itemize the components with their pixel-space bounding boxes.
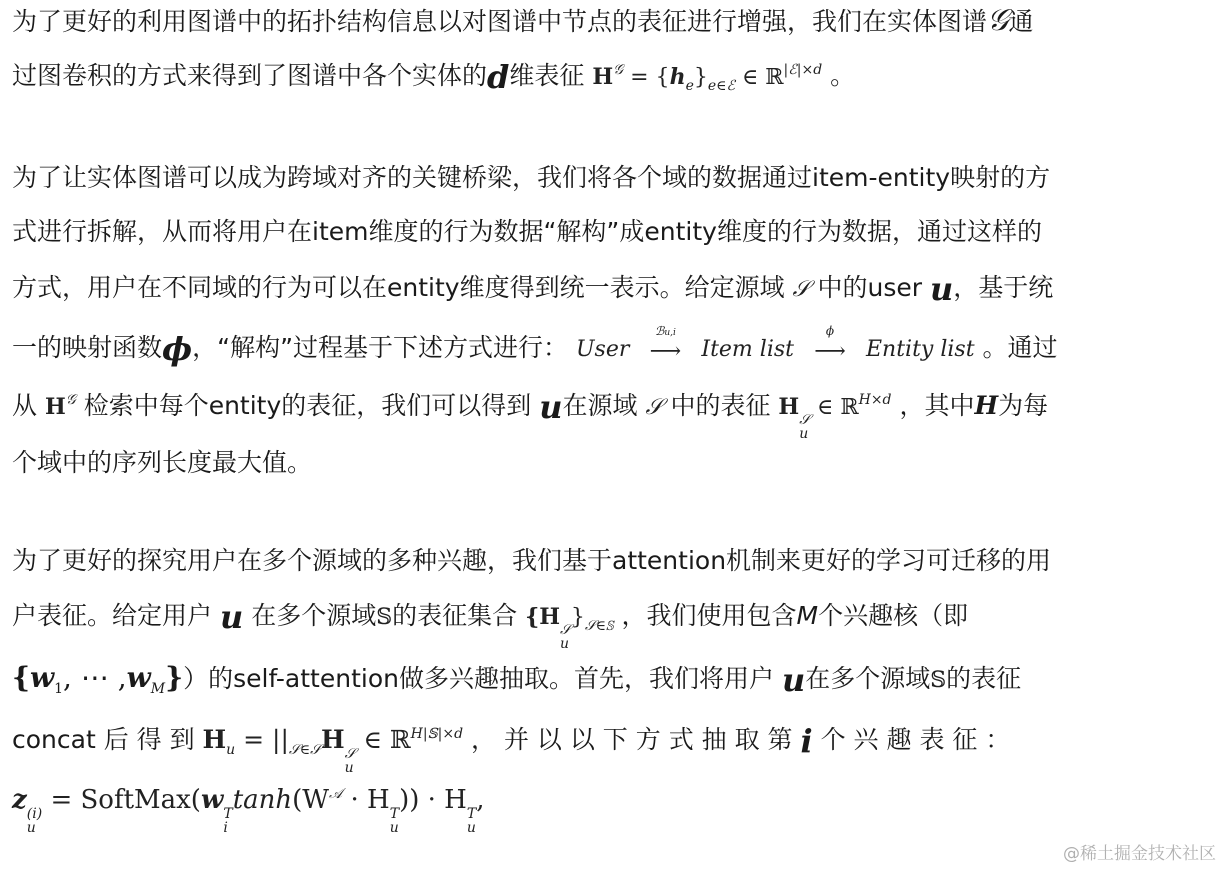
math-symbol-user: u bbox=[219, 598, 244, 636]
paragraph-2-line-4 bbox=[12, 324, 1058, 368]
paragraph-1-line-2 bbox=[12, 60, 855, 96]
text-span: ， 并 以 以 下 方 式 抽 取 第 bbox=[471, 725, 793, 754]
math-symbol-source-domain: 𝒮 bbox=[792, 277, 810, 302]
text-span: ，“解构”过程基于下述方式进行： bbox=[192, 333, 569, 362]
text-span: 在源域 bbox=[562, 391, 638, 420]
math-formula-H-S-u: H 𝒮 u ∈ ℝ$^{H\times d}$ bbox=[778, 392, 892, 442]
paragraph-3-line-1 bbox=[12, 545, 1051, 576]
math-formula-entity-embedding: $H^𝒢 = \{h_e\}_{e\in ℰ}$ ∈ ℝ$^{|ℰ|\times d}$ bbox=[592, 62, 823, 94]
text-span: 维表征 bbox=[509, 61, 585, 90]
math-symbol-M: M bbox=[796, 601, 819, 630]
paragraph-2-line-1 bbox=[12, 162, 1050, 193]
text-span: 。 bbox=[830, 61, 856, 90]
text-span: 。通过 bbox=[982, 333, 1058, 362]
math-formula-concat: $H_u = ||_{𝒮\in 𝒮}H$ 𝒮 u ∈ ℝ$^{H|𝕊|\times d}$ bbox=[202, 725, 464, 776]
text-span: 在多个源域 bbox=[251, 601, 377, 630]
math-symbol-user: u bbox=[539, 388, 563, 426]
text-span: 户表征。给定用户 bbox=[12, 601, 213, 630]
paragraph-2-line-3 bbox=[12, 270, 1054, 308]
math-symbol-source-domain-set: 𝕊 bbox=[376, 605, 393, 630]
text-span: 检索中每个entity的表征，我们可以得到 bbox=[83, 391, 532, 420]
math-symbol-source-domain-set: 𝕊 bbox=[930, 668, 947, 693]
math-symbol-user: u bbox=[781, 661, 806, 699]
text-span: 为了更好的探究用户在多个源域的多种兴趣，我们基于attention机制来更好的学习可迁移的用 bbox=[12, 546, 1052, 575]
text-span: 的表征 bbox=[946, 664, 1022, 693]
text-span: ，其中 bbox=[899, 391, 975, 420]
text-span: 为每 bbox=[998, 391, 1049, 420]
paragraph-3-line-3 bbox=[12, 660, 1021, 699]
text-span: 在多个源域 bbox=[805, 664, 931, 693]
text-span: 为了更好的利用图谱中的拓扑结构信息以对图谱中节点的表征进行增强，我们在实体图谱 bbox=[12, 7, 988, 36]
text-span: ，基于统 bbox=[953, 273, 1054, 302]
paragraph-3-line-4 bbox=[12, 724, 1010, 775]
text-span: 个兴趣核（即 bbox=[818, 601, 969, 630]
math-formula-representation-set: {H 𝒮 u }$_{𝒮\in 𝕊}$ bbox=[525, 604, 614, 652]
watermark: @稀土掘金技术社区 bbox=[1063, 844, 1216, 864]
paragraph-2-line-2 bbox=[12, 216, 1042, 247]
text-span: 中的user bbox=[817, 273, 923, 302]
math-formula-deconstruction: User ⟶ ℬu,i Item list ⟶ ϕ Entity list bbox=[576, 324, 975, 364]
math-symbol-user: u bbox=[930, 270, 954, 308]
math-symbol-H: H bbox=[974, 391, 999, 420]
text-span: 式进行拆解，从而将用户在item维度的行为数据“解构”成entity维度的行为数据，通过这样的 bbox=[12, 217, 1042, 246]
math-formula-interest-kernels: {$w_1$, ⋯ $,w_M$} bbox=[12, 661, 184, 697]
paragraph-1-line-1 bbox=[12, 3, 1034, 38]
text-span: 从 bbox=[12, 391, 38, 420]
math-symbol-source-domain: 𝒮 bbox=[645, 395, 663, 420]
text-span: concat 后 得 到 bbox=[12, 725, 195, 754]
math-symbol-i: i bbox=[800, 722, 813, 760]
text-span: 一的映射函数 bbox=[12, 333, 163, 362]
text-span: 个 兴 趣 表 征 ： bbox=[820, 725, 1011, 754]
paragraph-2-line-5 bbox=[12, 390, 1048, 441]
math-formula-interest-extraction: z (i) u = SoftMax(w T i $\tanh(W^𝒜 \cdot H$ T u )) · H T u , bbox=[12, 785, 485, 836]
text-span: ）的self-attention做多兴趣抽取。首先，我们将用户 bbox=[183, 664, 774, 693]
text-span: 方式，用户在不同域的行为可以在entity维度得到统一表示。给定源域 bbox=[12, 273, 785, 302]
text-span: 的表征集合 bbox=[392, 601, 518, 630]
text-span: 过图卷积的方式来得到了图谱中各个实体的 bbox=[12, 61, 488, 90]
math-symbol-d: d bbox=[487, 58, 510, 96]
text-span: 中的表征 bbox=[670, 391, 771, 420]
paragraph-3-line-5 bbox=[12, 784, 484, 835]
math-symbol-graph: 𝒢 bbox=[987, 3, 1009, 38]
text-span: 为了让实体图谱可以成为跨域对齐的关键桥梁，我们将各个域的数据通过item-entity映射的方 bbox=[12, 163, 1051, 192]
paragraph-3-line-2 bbox=[12, 600, 968, 651]
paragraph-2-line-6 bbox=[12, 447, 312, 478]
math-formula-H-G: $H^𝒢$ bbox=[44, 392, 76, 420]
math-symbol-phi: ϕ bbox=[162, 330, 193, 368]
text-span: 个域中的序列长度最大值。 bbox=[12, 448, 313, 477]
text-span: 通 bbox=[1008, 7, 1034, 36]
text-span: ，我们使用包含 bbox=[621, 601, 797, 630]
